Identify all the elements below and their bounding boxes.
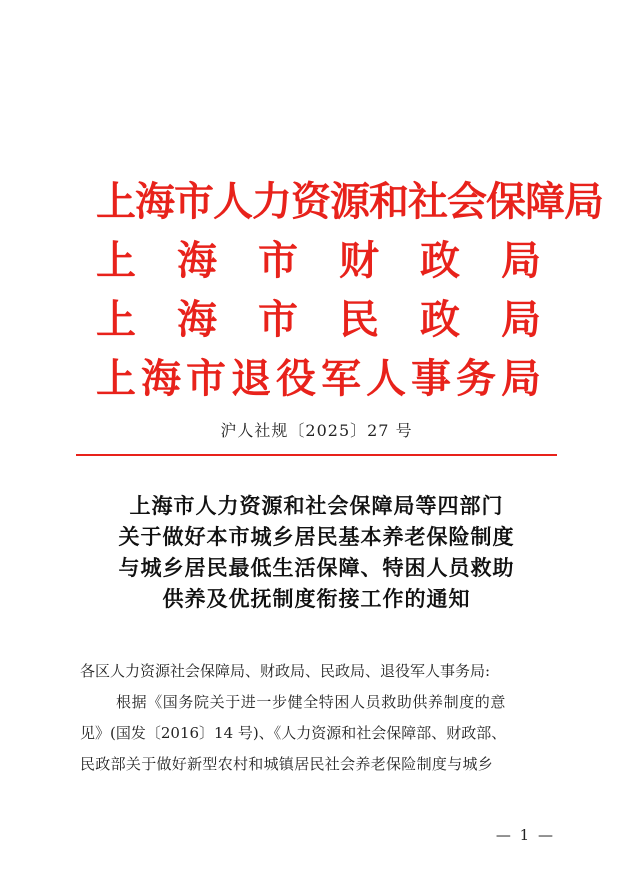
header-char: 政 [420,237,460,284]
header-char: 政 [420,296,460,343]
header-char: 务 [456,355,496,402]
header-char: 财 [339,237,379,284]
header-char: 民 [339,296,379,343]
header-line-1 [96,178,603,225]
header-char: 海 [177,237,217,284]
title-line: 关于做好本市城乡居民基本养老保险制度 [118,524,515,549]
title-line: 供养及优抚制度衔接工作的通知 [162,586,471,611]
page-number: — 1 — [495,826,555,844]
header-char: 役 [276,355,316,402]
header-char: 局 [501,355,541,402]
title-line: 与城乡居民最低生活保障、特困人员救助 [118,555,515,580]
header-char: 上 [96,237,136,284]
header-char: 事 [411,355,451,402]
header-line-4 [96,357,541,401]
header-line-3 [96,298,541,342]
header-char: 市 [186,355,226,402]
header-char: 局 [501,296,541,343]
header-char: 军 [321,355,361,402]
header-char: 上 [96,296,136,343]
title-line: 上海市人力资源和社会保障局等四部门 [129,493,504,518]
header-char: 人 [366,355,406,402]
body-line: 根据《国务院关于进一步健全特困人员救助供养制度的意 [116,693,507,711]
header-char: 市 [258,296,298,343]
header-char: 市 [258,237,298,284]
header-char: 退 [231,355,271,402]
document-body [80,656,560,780]
body-line: 民政部关于做好新型农村和城镇居民社会养老保险制度与城乡 [80,755,494,773]
body-line: 见》(国发〔2016〕14 号)、《人力资源和社会保障部、财政部、 [80,724,507,742]
header-char: 海 [141,355,181,402]
red-divider [76,454,557,456]
document-title [0,490,633,614]
header-char: 海 [177,296,217,343]
header-char: 局 [501,237,541,284]
authority-name: 上海市人力资源和社会保障局 [96,178,603,225]
document-number: 沪人社规〔2025〕27 号 [220,421,413,440]
header-line-2 [96,239,541,283]
addressees: 各区人力资源社会保障局、财政局、民政局、退役军人事务局: [80,662,491,680]
header-char: 上 [96,355,136,402]
issuing-authorities-header [96,178,603,416]
